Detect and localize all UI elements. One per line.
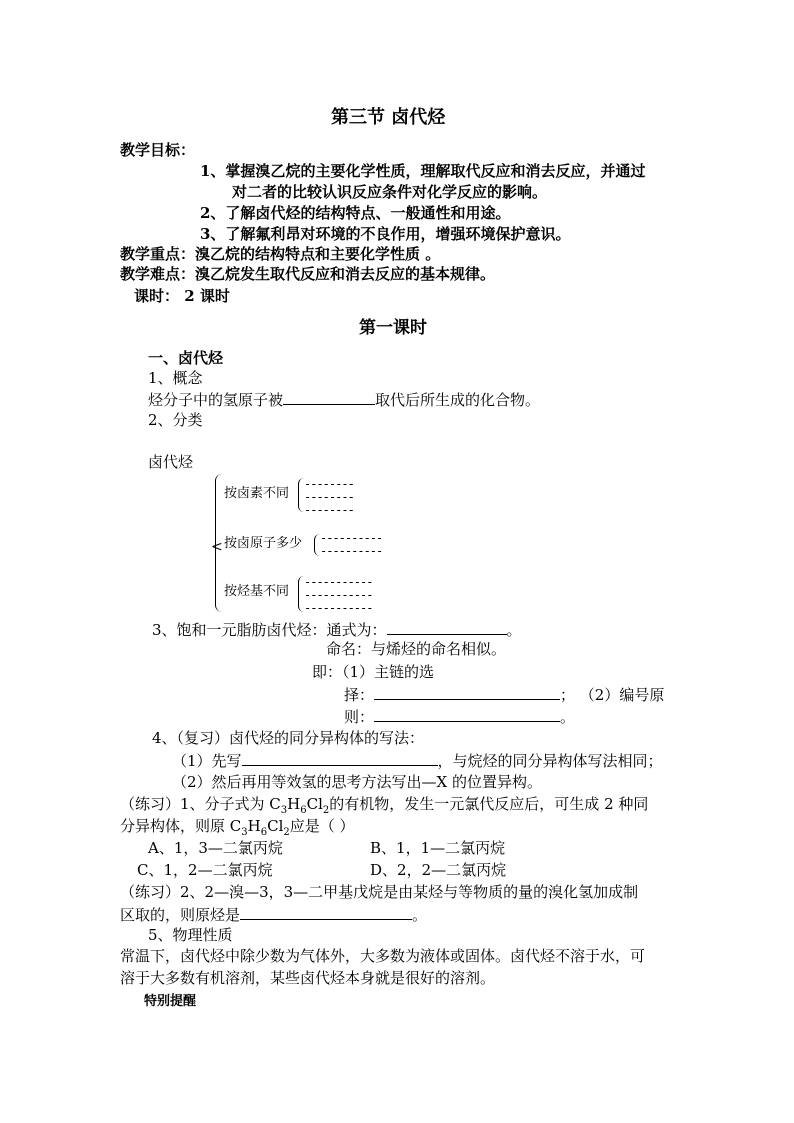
branch-hydrocarbon-group: 按烃基不同 (224, 584, 290, 599)
ex1-cl: Cl (306, 795, 323, 813)
naming-ze2 (344, 706, 575, 727)
naming-rule: 命名：与烯烃的命名相似。 (326, 640, 507, 658)
blank-group-2[interactable]: ----------- (304, 588, 373, 602)
item-5-line-2: 溶于大多数有机溶剂，某些卤代烃本身就是很好的溶剂。 (120, 969, 496, 987)
numbering-label: ； （2）编号原 (560, 686, 665, 704)
formula-blank[interactable] (387, 619, 507, 635)
concept-after: 取代后所生成的化合物。 (375, 391, 541, 409)
concept-blank[interactable] (283, 389, 375, 405)
naming-ji: 即：（1）主链的选 (312, 663, 435, 681)
exercise-1-line-2 (120, 816, 355, 836)
item-4-step-1 (172, 750, 663, 771)
branch-halogen-count: 按卤原子多少 (224, 536, 303, 551)
option-c[interactable]: C、1，2—二氯丙烷 (137, 861, 273, 879)
section-1-heading: 一、卤代烃 (148, 349, 224, 367)
item-5-line-1: 常温下，卤代烃中除少数为气体外，大多数为液体或固体。卤代烃不溶于水，可 (120, 947, 646, 965)
concept-before: 烃分子中的氢原子被 (148, 391, 284, 409)
objective-1: 1、掌握溴乙烷的主要化学性质，理解取代反应和消去反应，并通过 (200, 162, 646, 180)
classify-root: 卤代烃 (148, 453, 194, 471)
special-tip: 特别提醒 (144, 994, 197, 1009)
step-1-blank[interactable] (242, 750, 438, 766)
branch-halogen-type: 按卤素不同 (224, 486, 290, 501)
step-1-before: （1）先写 (172, 752, 242, 770)
sub-6b: 6 (260, 827, 268, 838)
periods: 课时： 2 课时 (134, 287, 230, 305)
ex1-cl2: Cl (267, 817, 284, 835)
sub-6: 6 (300, 805, 307, 816)
naming-ze2-label: 则： (344, 708, 375, 726)
exercise-1-line-1 (120, 794, 648, 814)
option-b[interactable]: B、1，1—二氯丙烷 (370, 839, 506, 857)
key-point: 教学重点：溴乙烷的结构特点和主要化学性质 。 (120, 245, 441, 263)
ex1-text-b: 的有机物，发生一元氯代反应后，可生成 2 种同 (329, 795, 649, 813)
item-5-heading: 5、物理性质 (148, 926, 233, 944)
step-1-after: ，与烷烃的同分异构体写法相同； (437, 752, 663, 770)
main-chain-blank[interactable] (374, 684, 560, 700)
blank-halogen-2[interactable]: -------- (304, 490, 354, 504)
item-3-end: 。 (506, 621, 522, 639)
ex2-text: 区取的，则原烃是 (120, 906, 241, 924)
concept-text (148, 389, 540, 410)
objective-2: 2、了解卤代烃的结构特点、一般通性和用途。 (200, 204, 511, 222)
ex1-text-d: 应是（ ） (289, 817, 355, 835)
item-4-step-2: （2）然后再用等效氢的思考方法写出—X 的位置异构。 (172, 773, 542, 791)
blank-halogen-1[interactable]: -------- (304, 477, 354, 491)
item-3-text: 3、饱和一元脂肪卤代烃：通式为： (152, 621, 387, 639)
naming-ze (344, 684, 664, 705)
ex1-h2: H (247, 817, 261, 835)
page-title: 第三节 卤代烃 (331, 107, 446, 128)
classify-brace-notch: < (211, 539, 223, 555)
classify-heading: 2、分类 (148, 411, 203, 429)
item-3 (152, 619, 522, 640)
item-4: 4、（复习）卤代烃的同分异构体的写法： (152, 729, 425, 747)
sub-3: 3 (280, 805, 288, 816)
blank-group-3[interactable]: ----------- (304, 601, 373, 615)
sub-2: 2 (322, 805, 330, 816)
ex1-h: H (287, 795, 301, 813)
option-a[interactable]: A、1，3—二氯丙烷 (148, 839, 283, 857)
naming-end: 。 (560, 708, 576, 726)
option-d[interactable]: D、2，2—二氯丙烷 (370, 861, 507, 879)
lesson-title: 第一课时 (359, 318, 427, 338)
exercise-2-line-1: （练习）2、2—溴—3，3—二甲基戊烷是由某烃与等物质的量的溴化氢加成制 (120, 883, 639, 901)
naming-ze-label: 择： (344, 686, 375, 704)
sub-3b: 3 (241, 827, 248, 838)
blank-count-1[interactable]: ---------- (320, 531, 383, 545)
difficulty: 教学难点：溴乙烷发生取代反应和消去反应的基本规律。 (120, 265, 496, 283)
blank-halogen-3[interactable]: -------- (304, 503, 354, 517)
numbering-blank[interactable] (374, 706, 560, 722)
ex2-blank[interactable] (240, 904, 412, 920)
objectives-label: 教学目标： (120, 141, 196, 159)
objective-3: 3、了解氟利昂对环境的不良作用，增强环境保护意识。 (200, 225, 571, 243)
objective-1-cont: 对二者的比较认识反应条件对化学反应的影响。 (232, 183, 548, 201)
ex2-end: 。 (412, 906, 428, 924)
sub-2b: 2 (283, 827, 290, 838)
ex1-text-a: （练习）1、分子式为 C (120, 795, 281, 813)
concept-heading: 1、概念 (148, 369, 203, 387)
blank-group-1[interactable]: ----------- (304, 575, 373, 589)
blank-count-2[interactable]: ---------- (320, 544, 383, 558)
exercise-2-line-2 (120, 904, 427, 925)
ex1-text-c: 分异构体，则原 C (120, 817, 242, 835)
